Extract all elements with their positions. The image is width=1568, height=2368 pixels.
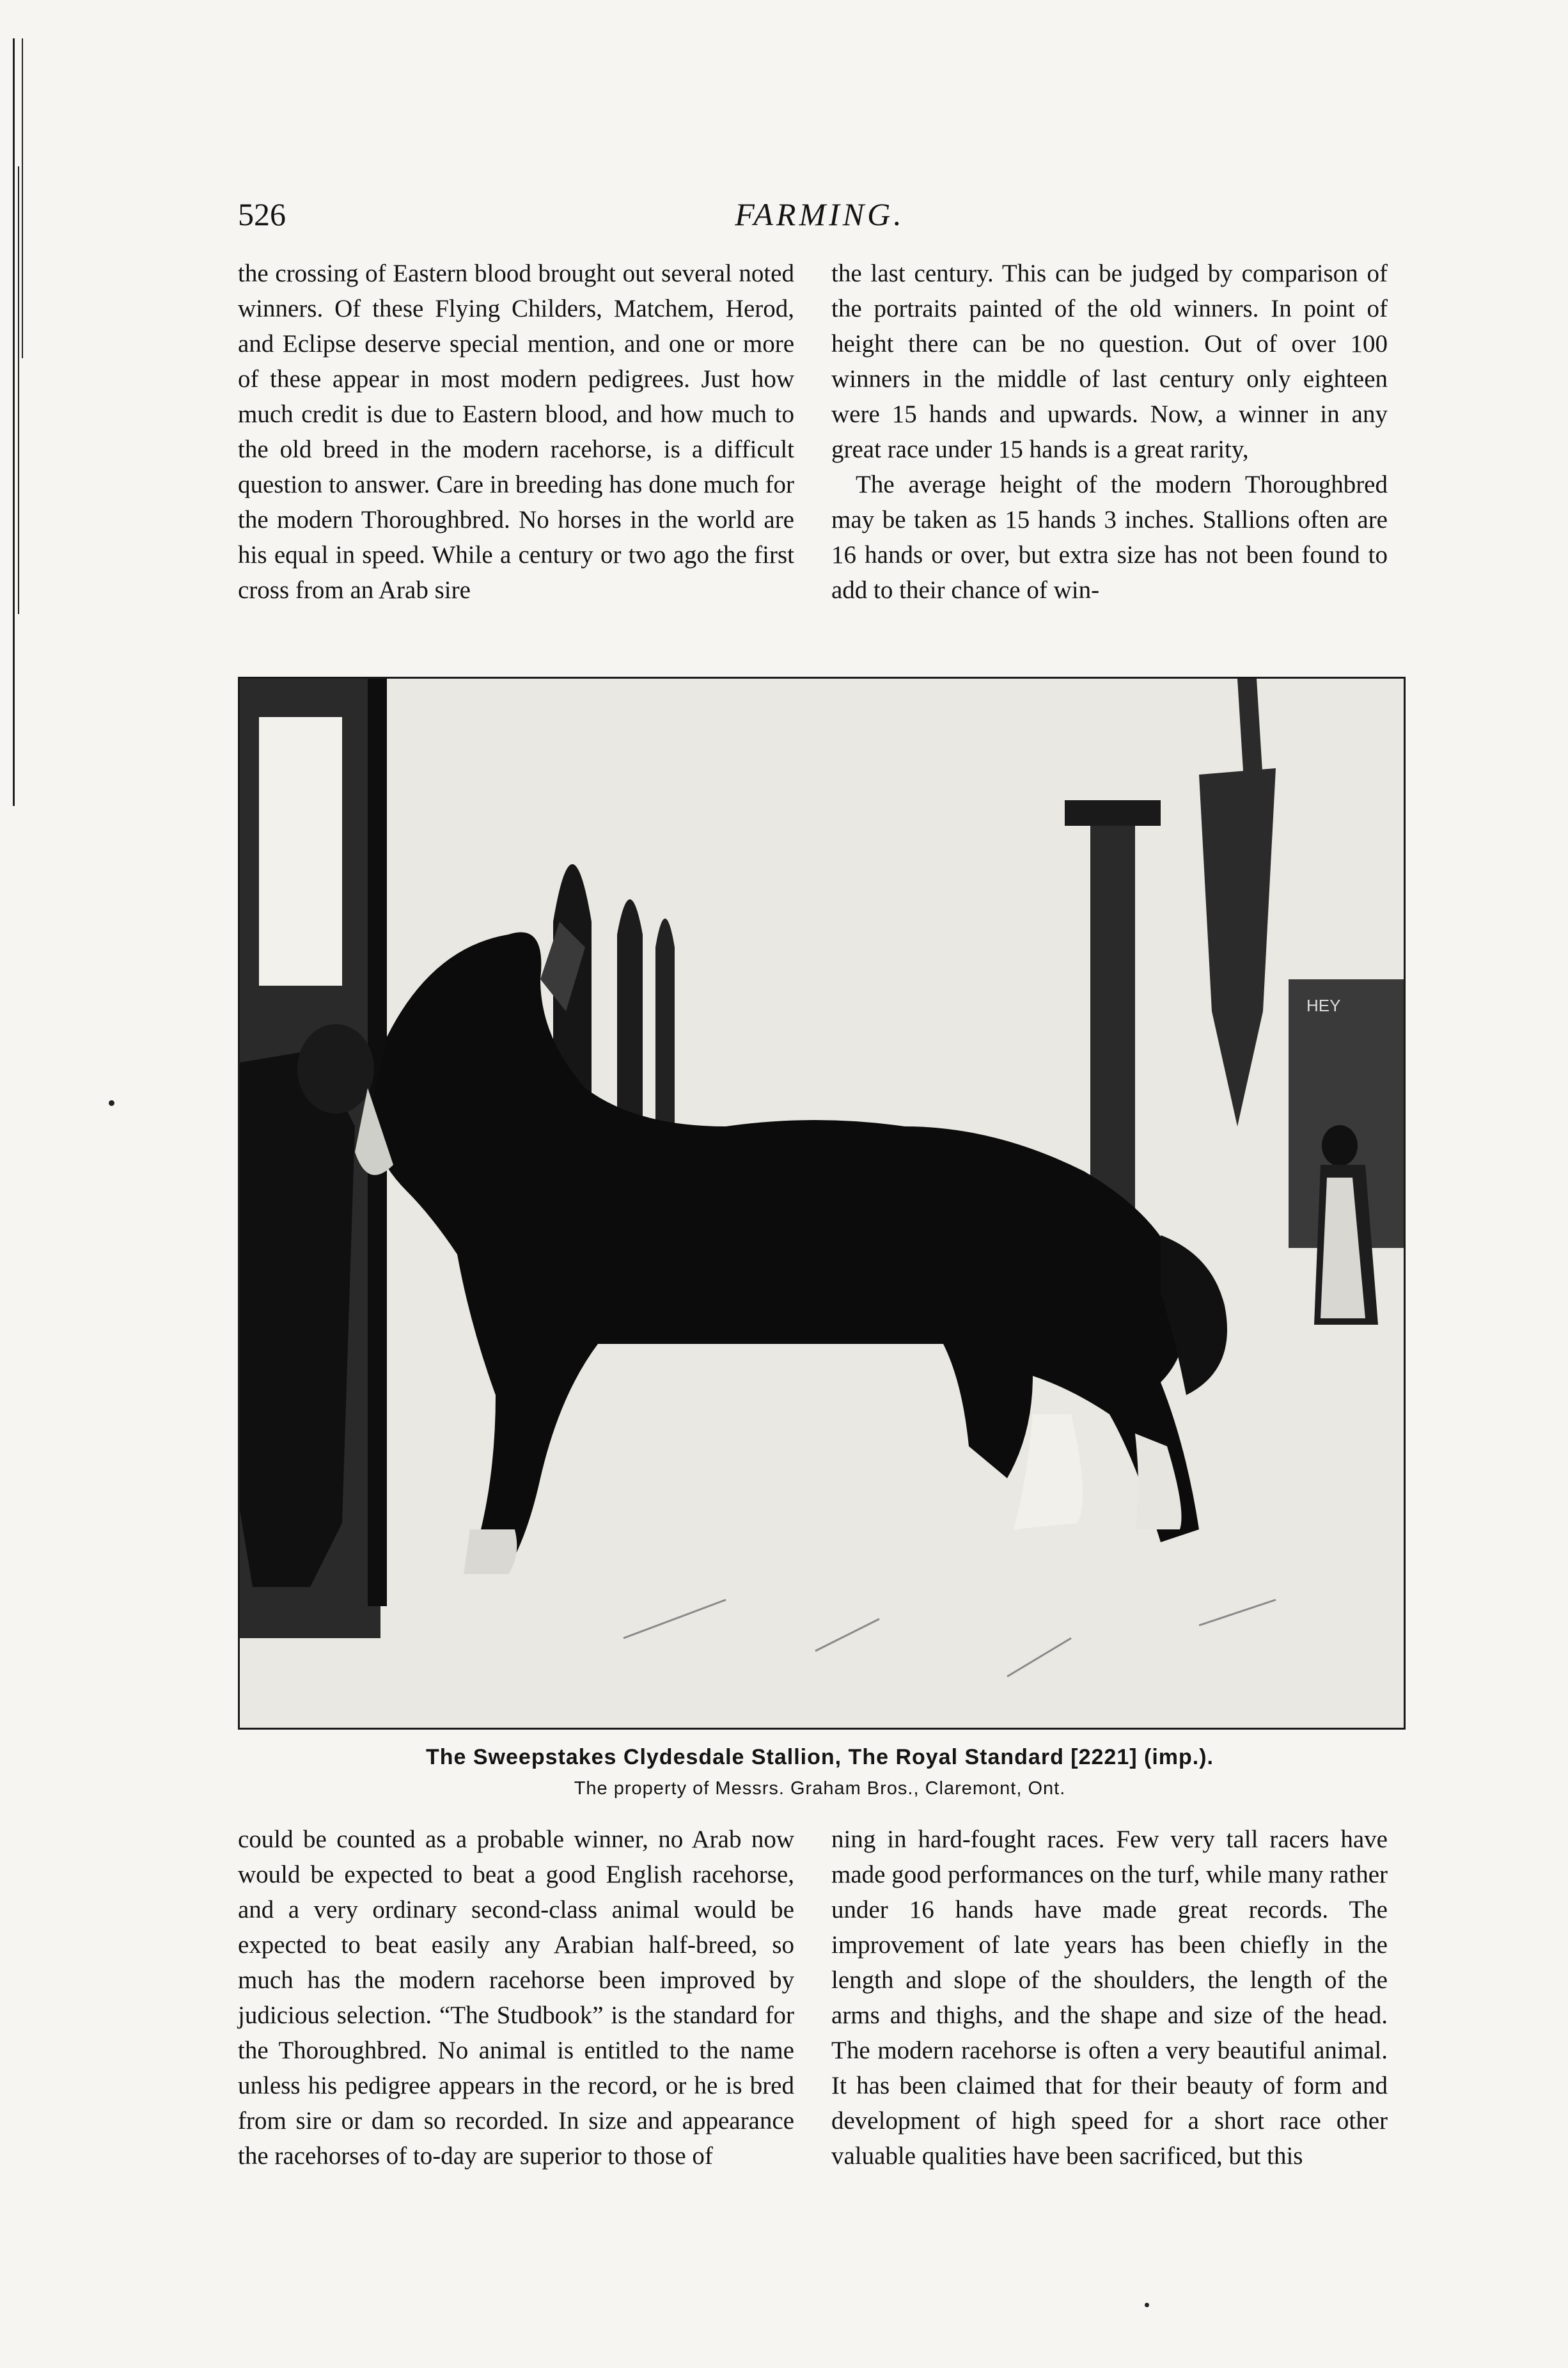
handler-figure xyxy=(240,1050,355,1587)
window xyxy=(259,717,342,986)
column-top-right xyxy=(831,256,1388,608)
arched-window xyxy=(617,899,643,1139)
paragraph: could be counted as a probable winner, no Arab now would be expected to beat a good English racehorse, and a very ordinary second-class animal would be expected to beat easily any Arabian half-breed, so much has the modern racehorse been improved by judicious selection. “The Studbook” is the standard for the Thoroughbred. No animal is entitled to the name unless his pedigree appears in the record, or he is bred from sire or dam so recorded. In size and appearance the racehorses of to-day are superior to those of xyxy=(238,1826,794,2170)
shop-sign: HEY xyxy=(1306,996,1341,1015)
horse-photograph xyxy=(238,677,1406,1730)
paragraph: The average height of the modern Thoroughbred may be taken as 15 hands 3 inches. Stallions often are 16 hands or over, but extra size has not been found to add to their chance of win- xyxy=(831,471,1388,604)
hoof xyxy=(464,1529,517,1574)
paragraph: the last century. This can be judged by comparison of the portraits painted of the old winners. In point of height there can be no question. Out of over 100 winners in the middle of last century only eighteen were 15 hands and upwards. Now, a winner in any great race under 15 hands is a great rarity, xyxy=(831,260,1388,463)
stray-mark xyxy=(1145,2303,1149,2307)
page-number: 526 xyxy=(238,196,286,232)
paragraph: ning in hard-fought races. Few very tall racers have made good performances on the turf, while many rather under 16 hands have made great records. The improvement of late years has been chiefly in the length and slope of the shoulders, the length of the arms and thighs, and the shape and size of the head. The modern racehorse is often a very beautiful animal. It has been claimed that for their beauty of form and development of high speed for a short race other valuable qualities have been sacrificed, but this xyxy=(831,1826,1388,2170)
lamp-post xyxy=(1090,819,1135,1229)
arched-window xyxy=(655,919,675,1126)
stray-mark xyxy=(109,1100,114,1106)
page-header xyxy=(238,196,1402,247)
column-top-left xyxy=(238,256,794,608)
column-bottom-left xyxy=(238,1822,794,2174)
stallion-illustration xyxy=(240,679,1404,1728)
figure-caption: The Sweepstakes Clydesdale Stallion, The Royal Standard [2221] (imp.). xyxy=(425,1745,1214,1769)
column-bottom-right xyxy=(831,1822,1388,2174)
child-figure xyxy=(1322,1125,1358,1166)
paragraph: the crossing of Eastern blood brought out several noted winners. Of these Flying Childers, Matchem, Herod, and Eclipse deserve special mention, and one or more of these appear in most modern pedigrees. Just how much credit is due to Eastern blood, and how much to the old breed in the modern racehorse, is a difficult question to answer. Care in breeding has done much for the modern Thoroughbred. No horses in the world are his equal in speed. While a century or two ago the first cross from an Arab sire xyxy=(238,260,794,604)
running-title: FARMING. xyxy=(735,196,905,232)
scan-edge-marks xyxy=(13,38,24,806)
figure-credit: The property of Messrs. Graham Bros., Claremont, Ont. xyxy=(574,1778,1066,1799)
